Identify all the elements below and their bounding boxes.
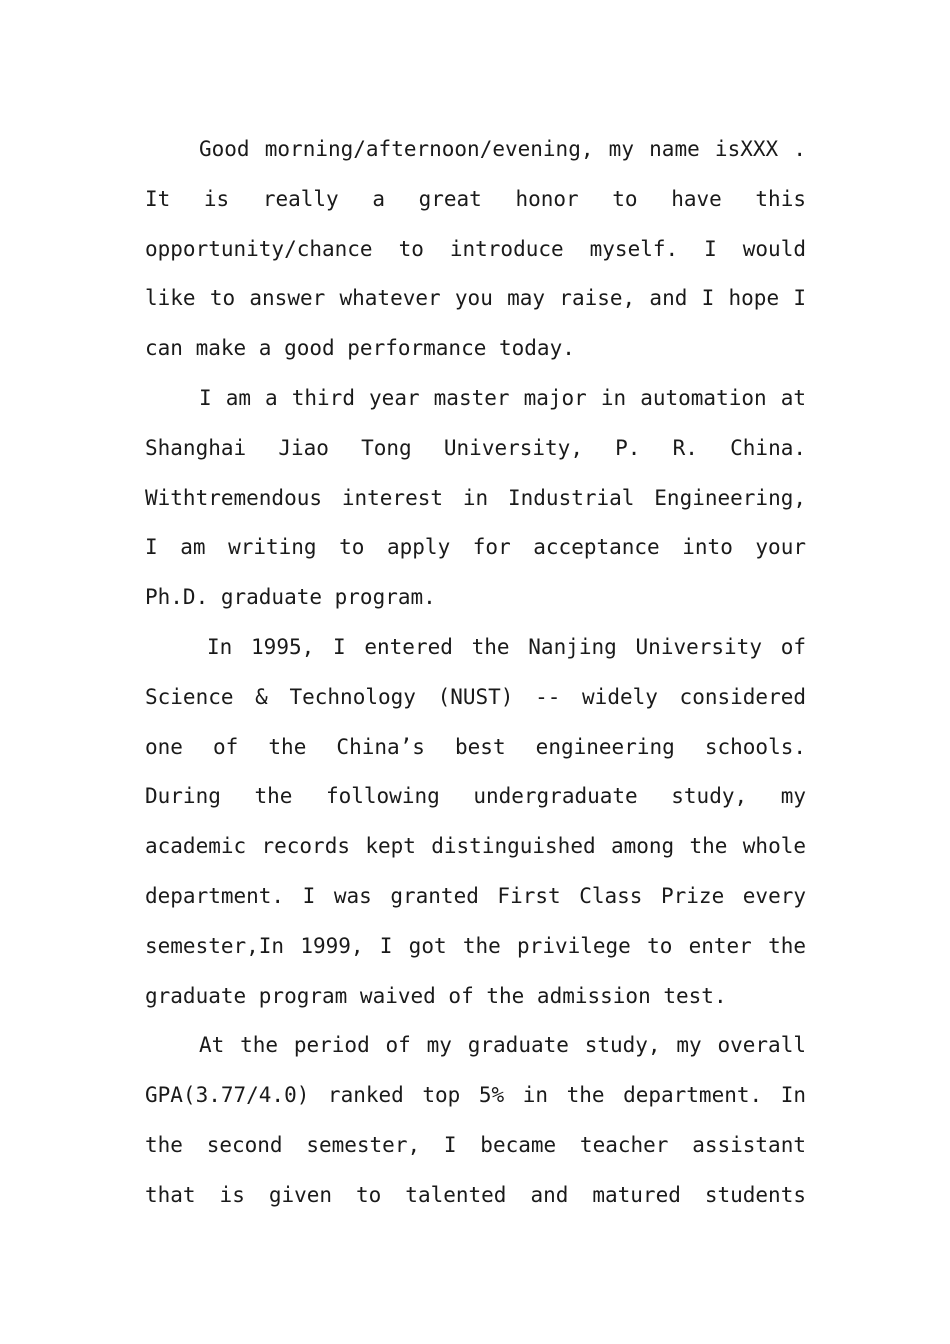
paragraph-4-line-1: At the period of my graduate study, my overall [199,1033,806,1058]
paragraph-4-line-4: that is given to talented and matured students [145,1182,806,1207]
paragraph-2-line-1: I am a third year master major in automation at [199,385,806,410]
paragraph-2-line-5: Ph.D. graduate program. [145,585,436,610]
paragraph-1-line-2: It is really a great honor to have this [145,186,806,211]
paragraph-3-line-1: In 1995, I entered the Nanjing University of [207,634,806,659]
paragraph-3-line-5: academic records kept distinguished among the whole [145,834,806,859]
paragraph-1-line-3: opportunity/chance to introduce myself. I would [145,236,806,261]
paragraph-2-line-4: I am writing to apply for acceptance into your [145,535,806,560]
paragraph-1-line-5: can make a good performance today. [145,336,575,361]
paragraph-3-line-8: graduate program waived of the admission test. [145,983,727,1008]
paragraph-1-line-1: Good morning/afternoon/evening, my name isXXX . [199,137,806,161]
paragraph-3-line-7: semester,In 1999, I got the privilege to enter the [145,933,806,958]
document-body [145,125,806,1221]
paragraph-2-line-2: Shanghai Jiao Tong University, P. R. China. [145,435,806,460]
paragraph-4-line-2: GPA(3.77/4.0) ranked top 5% in the department. In [145,1083,806,1108]
paragraph-4-line-3: the second semester, I became teacher assistant [145,1132,806,1157]
paragraph-1-line-4: like to answer whatever you may raise, and I hope I [145,286,806,311]
paragraph-2-line-3: Withtremendous interest in Industrial Engineering, [145,485,806,510]
paragraph-3-line-3: one of the China’s best engineering schools. [145,734,806,759]
paragraph-3-line-2: Science & Technology (NUST) -- widely considered [145,684,806,709]
paragraph-3-line-6: department. I was granted First Class Prize every [145,883,806,908]
paragraph-3-line-4: During the following undergraduate study, my [145,784,806,809]
